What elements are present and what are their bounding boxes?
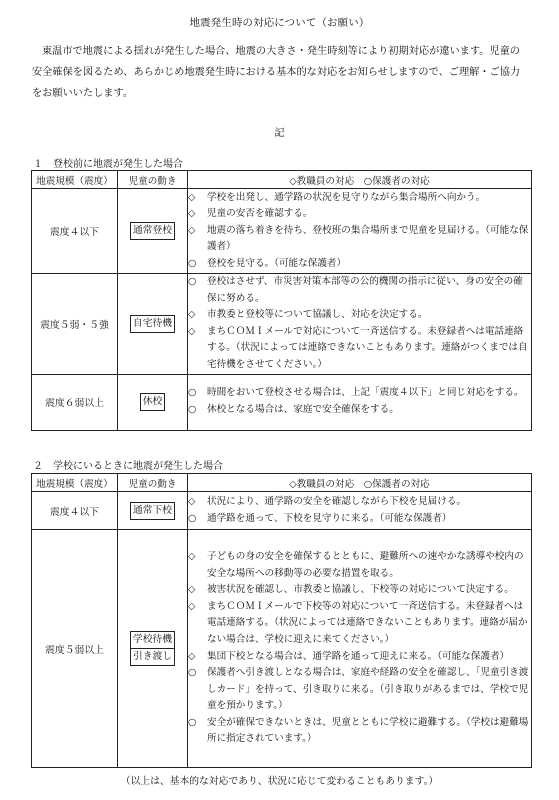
item-mark: ◇: [188, 208, 196, 220]
section1-table: [31, 170, 532, 431]
item-text: まちＣＯＭＩメールで対応について一斉送信する。未登録者へは電話連絡する。（状況によっては連絡できないこともあります。連絡がつくまでは自宅待機をさせてください。）: [207, 325, 528, 370]
item-mark: ◇: [188, 600, 196, 612]
row-level: 震度５弱以上: [32, 530, 118, 768]
list-item: [188, 599, 531, 649]
list-item: [188, 511, 531, 528]
section2-heading: ２ 学校にいるときに地震が発生した場合: [33, 461, 223, 472]
item-mark: ○: [188, 667, 197, 679]
list-item: [188, 307, 531, 324]
item-text: 学校を出発し、通学路の状況を見守りながら集合場所へ向かう。: [207, 191, 486, 203]
table-header-row: [32, 171, 532, 189]
item-text: 安全が確保できないときは、児童とともに学校に避難する。（学校は避難場所に指定されています。）: [207, 716, 529, 745]
list-item: [188, 385, 531, 402]
table-row: [32, 189, 532, 274]
action-box: 自宅待機: [130, 315, 175, 333]
item-text: 子どもの身の安全を確保するとともに、避難所への速やかな誘導や校内の安全な場所への移動等の必要な措置を取る。: [207, 550, 524, 579]
row-items: [188, 492, 532, 530]
list-item: [188, 206, 531, 223]
footer-note: （以上は、基本的な対応であり、状況に応じて変わることもあります。）: [120, 776, 439, 787]
row-items: [188, 189, 532, 274]
list-item: [188, 649, 531, 666]
table-row: [32, 530, 532, 768]
action-box: 通常登校: [130, 222, 175, 240]
item-mark: ◇: [188, 224, 196, 236]
item-mark: ○: [188, 257, 197, 269]
action-box: 通常下校: [130, 502, 175, 520]
item-mark: ○: [188, 387, 197, 399]
row-action-cell: [118, 189, 188, 274]
item-text: 集団下校となる場合は、通学路を通って迎えに来る。（可能な保護者）: [207, 650, 510, 662]
row-level: 震度６弱以上: [32, 374, 118, 430]
item-mark: ○: [188, 716, 197, 728]
item-text: 休校となる場合は、家庭で安全確保をする。: [207, 404, 399, 416]
header-response: ◇教職員の対応 ○保護者の対応: [188, 171, 532, 189]
header-level: 地震規模（震度）: [32, 474, 118, 492]
item-text: 時間をおいて登校させる場合は、上記「震度４以下」と同じ対応をする。: [207, 387, 524, 399]
item-mark: ◇: [188, 550, 196, 562]
table-row: [32, 274, 532, 375]
item-mark: ◇: [188, 309, 196, 321]
item-text: 被害状況を確認し、市教委と協議し、下校等の対応について決定する。: [207, 584, 514, 596]
header-action: 児童の動き: [118, 474, 188, 492]
row-level: 震度４以下: [32, 492, 118, 530]
item-text: 状況により、通学路の安全を確認しながら下校を見届ける。: [207, 495, 467, 507]
row-action-cell: [118, 530, 188, 768]
item-text: 登校はさせず、市災害対策本部等の公的機関の指示に従い、身の安全の確保に努める。: [207, 276, 523, 304]
page-title: 地震発生時の対応について（お願い）: [189, 17, 370, 29]
item-text: 通学路を通って、下校を見守りに来る。（可能な保護者）: [207, 512, 452, 524]
item-text: 地震の落ち着きを待ち、登校班の集合場所まで児童を見届ける。（可能な保護者）: [207, 224, 529, 253]
row-items: [188, 274, 532, 375]
table-header-row: [32, 474, 532, 492]
ki-heading: 記: [274, 128, 285, 139]
intro-text: 東温市で地震による揺れが発生した場合、地震の大きさ・発生時刻等により初期対応が違います。児童の安全確保を図るため、あらかじめ地震発生時における基本的な対応をお知らせしますので、ご理解・ご協力をお願いいたします。: [32, 46, 521, 99]
header-response: ◇教職員の対応 ○保護者の対応: [188, 474, 532, 492]
row-level: 震度４以下: [32, 189, 118, 274]
item-mark: ◇: [188, 191, 196, 203]
intro-paragraph: [32, 41, 530, 104]
item-mark: ◇: [188, 650, 196, 662]
action-box-line1: 学校待機: [132, 634, 173, 645]
action-box: 休校: [140, 393, 166, 411]
header-action: 児童の動き: [118, 171, 188, 189]
action-box: [130, 631, 175, 666]
section1-heading: １ 登校前に地震が発生した場合: [33, 159, 183, 170]
row-action-cell: [118, 492, 188, 530]
list-item: [188, 582, 531, 599]
item-text: 保護者へ引き渡しとなる場合は、家庭や経路の安全を確認し、「児童引き渡しカード」を持って、引き取りに来る。（引き取りがあるまでは、学校で児童を預かります。）: [207, 667, 529, 712]
list-item: [188, 665, 531, 715]
row-action-cell: [118, 374, 188, 430]
item-text: まちＣＯＭＩメールで下校等の対応について一斉送信する。未登録者へは電話連絡する。（状況によっては連絡できないこともあります。連絡が届かない場合は、学校に迎えに来てください。）: [207, 600, 528, 645]
item-text: 児童の安否を確認する。: [207, 208, 313, 220]
item-mark: ◇: [188, 495, 196, 507]
list-item: [188, 715, 531, 748]
item-mark: ◇: [188, 584, 196, 596]
item-mark: ○: [188, 276, 197, 287]
item-mark: ○: [188, 512, 197, 524]
list-item: [188, 223, 531, 256]
list-item: [188, 324, 531, 374]
item-text: 登校を見守る。（可能な保護者）: [207, 257, 347, 269]
row-action-cell: [118, 274, 188, 375]
list-item: [188, 274, 531, 307]
list-item: [188, 494, 531, 511]
row-items: [188, 374, 532, 430]
list-item: [188, 190, 531, 207]
row-level: 震度５弱・５強: [32, 274, 118, 375]
item-text: 市教委と登校等について協議し、対応を決定する。: [207, 309, 428, 321]
row-items: [188, 530, 532, 768]
list-item: [188, 256, 531, 273]
item-mark: ○: [188, 404, 197, 416]
action-box-line2: 引き渡し: [131, 648, 174, 665]
item-mark: ◇: [188, 325, 196, 337]
table-row: [32, 492, 532, 530]
table-row: [32, 374, 532, 430]
section2-table: [31, 473, 532, 768]
list-item: [188, 402, 531, 419]
list-item: [188, 549, 531, 582]
header-level: 地震規模（震度）: [32, 171, 118, 189]
